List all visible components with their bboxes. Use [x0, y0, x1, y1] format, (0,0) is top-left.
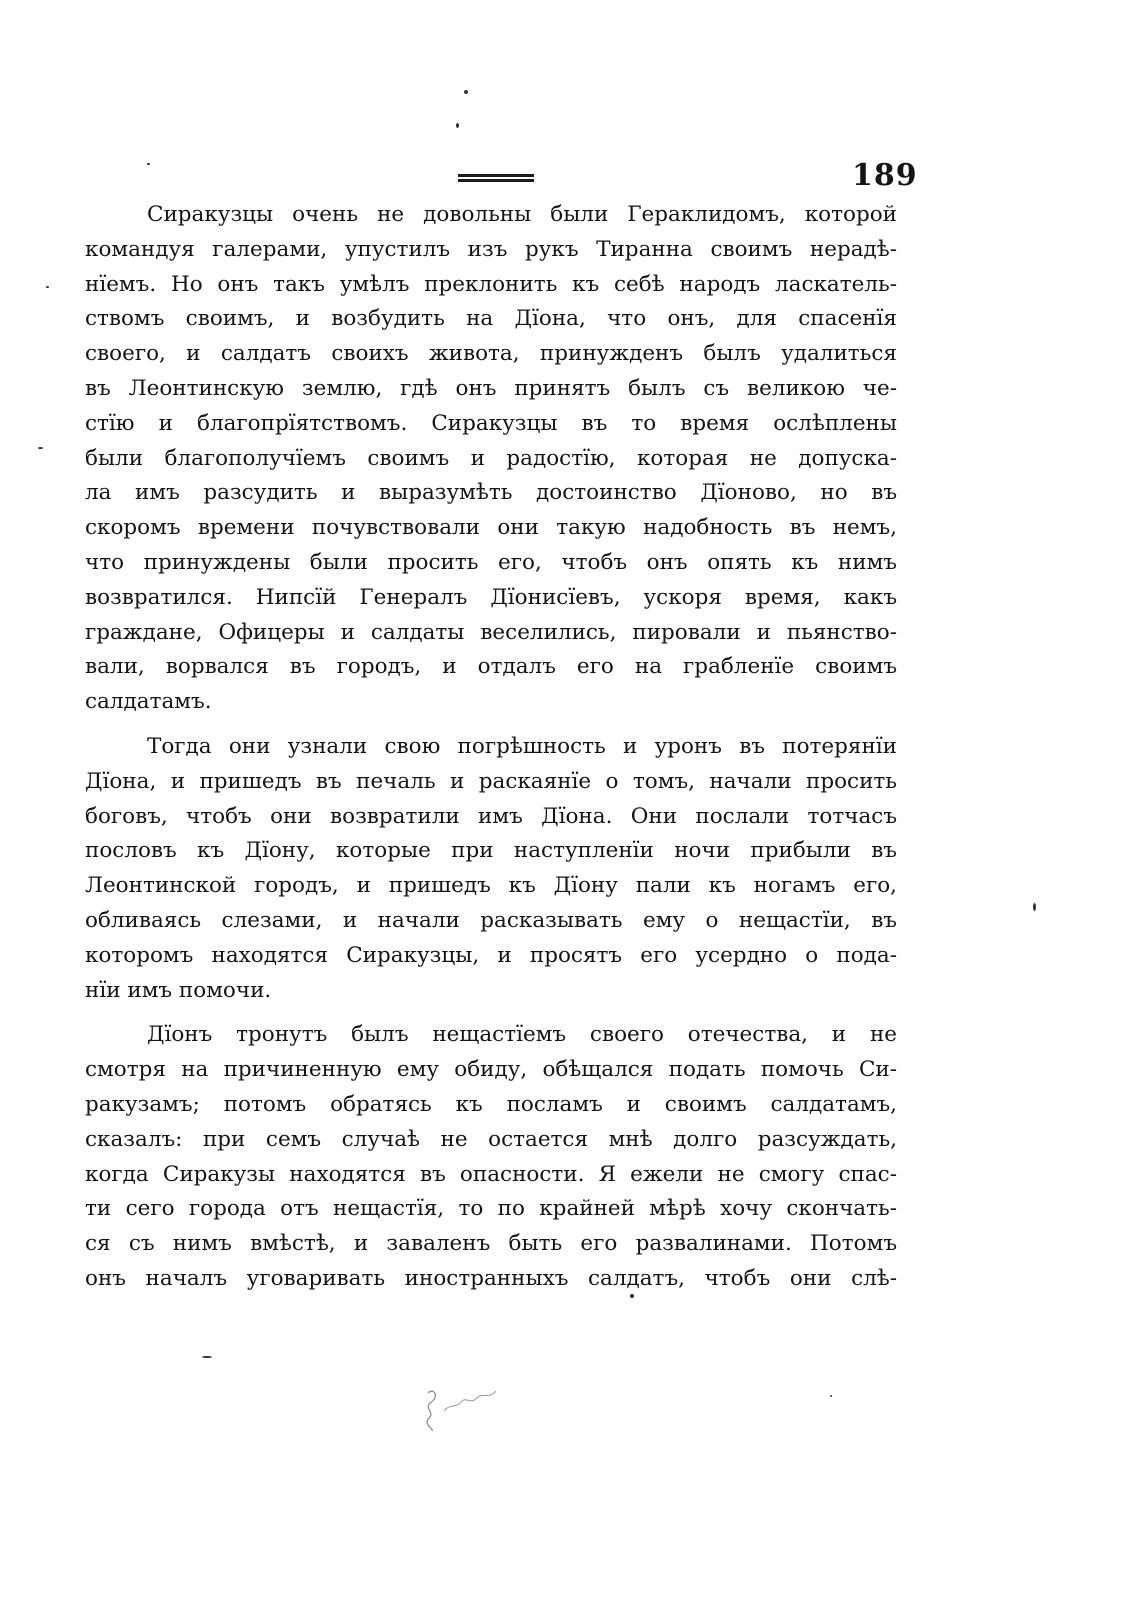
scan-speck [147, 163, 150, 165]
text-line: граждане, Офицеры и салдаты веселились, пировали и пьянство- [85, 619, 897, 645]
text-line: своего, и салдатъ своихъ живота, принужденъ былъ удалиться [85, 341, 897, 367]
scan-speck [46, 286, 49, 288]
header-ornament-rule [458, 174, 534, 186]
text-line: Тогда они узнали свою погрѣшность и уронъ въ потерянїи [147, 733, 897, 759]
text-line: командуя галерами, упустилъ изъ рукъ Тиранна своимъ нерадѣ- [85, 236, 897, 262]
text-line: вали, ворвался въ городъ, и отдалъ его на грабленїе своимъ [85, 654, 897, 680]
text-line: стїю и благопрїятствомъ. Сиракузцы въ то время ослѣплены [85, 410, 897, 436]
scan-speck [202, 1356, 212, 1358]
text-line: Дїона, и пришедъ въ печаль и раскаянїе о томъ, начали просить [85, 768, 897, 794]
text-line: сказалъ: при семъ случаѣ не остается мнѣ долго разсуждать, [85, 1126, 897, 1152]
text-line: что принуждены были просить его, чтобъ онъ опять къ нимъ [85, 549, 897, 575]
text-line: были благополучїемъ своимъ и радостїю, которая не допуска- [85, 445, 897, 471]
text-line: Дїонъ тронутъ былъ нещастїемъ своего отечества, и не [147, 1022, 897, 1048]
text-line: ти сего города отъ нещастїя, то по крайней мѣрѣ хочу скончать- [85, 1196, 897, 1222]
scan-speck [456, 123, 459, 128]
text-line: нїи имъ помочи. [85, 977, 272, 1003]
text-line: нїемъ. Но онъ такъ умѣлъ преклонить къ себѣ народъ ласкатель- [85, 271, 897, 297]
text-line: возвратился. Нипсїй Генералъ Дїонисїевъ, ускоря время, какъ [85, 584, 897, 610]
text-line: смотря на причиненную ему обиду, обѣщался подать помочь Си- [85, 1057, 897, 1083]
text-line: ся съ нимъ вмѣстѣ, и заваленъ быть его развалинами. Потомъ [85, 1231, 897, 1257]
text-line: которомъ находятся Сиракузцы, и просятъ его усердно о пода- [85, 942, 897, 968]
scan-speck [1033, 903, 1036, 911]
text-line: въ Леонтинскую землю, гдѣ онъ принятъ былъ съ великою че- [85, 375, 897, 401]
scan-speck [630, 1294, 634, 1298]
pencil-scribble-mark [420, 1385, 510, 1435]
scan-speck [38, 447, 43, 449]
page-number: 189 [852, 158, 918, 193]
text-line: обливаясь слезами, и начали расказывать ему о нещастїи, въ [85, 907, 897, 933]
text-line: ла имъ разсудить и выразумѣть достоинство Дїоново, но въ [85, 480, 897, 506]
body-text [85, 198, 897, 1307]
text-line: боговъ, чтобъ они возвратили имъ Дїона. Они послали тотчасъ [85, 803, 897, 829]
text-line: онъ началъ уговаривать иностранныхъ салдатъ, чтобъ они слѣ- [85, 1265, 897, 1291]
text-line: скоромъ времени почувствовали они такую надобность въ немъ, [85, 515, 897, 541]
paragraph-1 [85, 198, 897, 720]
text-line: пословъ къ Дїону, которые при наступленїи ночи прибыли въ [85, 838, 897, 864]
text-line: ствомъ своимъ, и возбудить на Дїона, что онъ, для спасенїя [85, 306, 897, 332]
text-line: ракузамъ; потомъ обратясь къ посламъ и своимъ салдатамъ, [85, 1091, 897, 1117]
text-line: Сиракузцы очень не довольны были Гераклидомъ, которой [147, 202, 897, 227]
scan-speck [830, 1395, 832, 1397]
text-line: когда Сиракузы находятся въ опасности. Я ежели не смогу спас- [85, 1161, 897, 1187]
text-line: салдатамъ. [85, 689, 212, 715]
scan-speck [464, 90, 468, 94]
paragraph-2 [85, 730, 897, 1008]
text-line: Леонтинской городъ, и пришедъ къ Дїону пали къ ногамъ его, [85, 873, 897, 899]
paragraph-3 [85, 1018, 897, 1296]
